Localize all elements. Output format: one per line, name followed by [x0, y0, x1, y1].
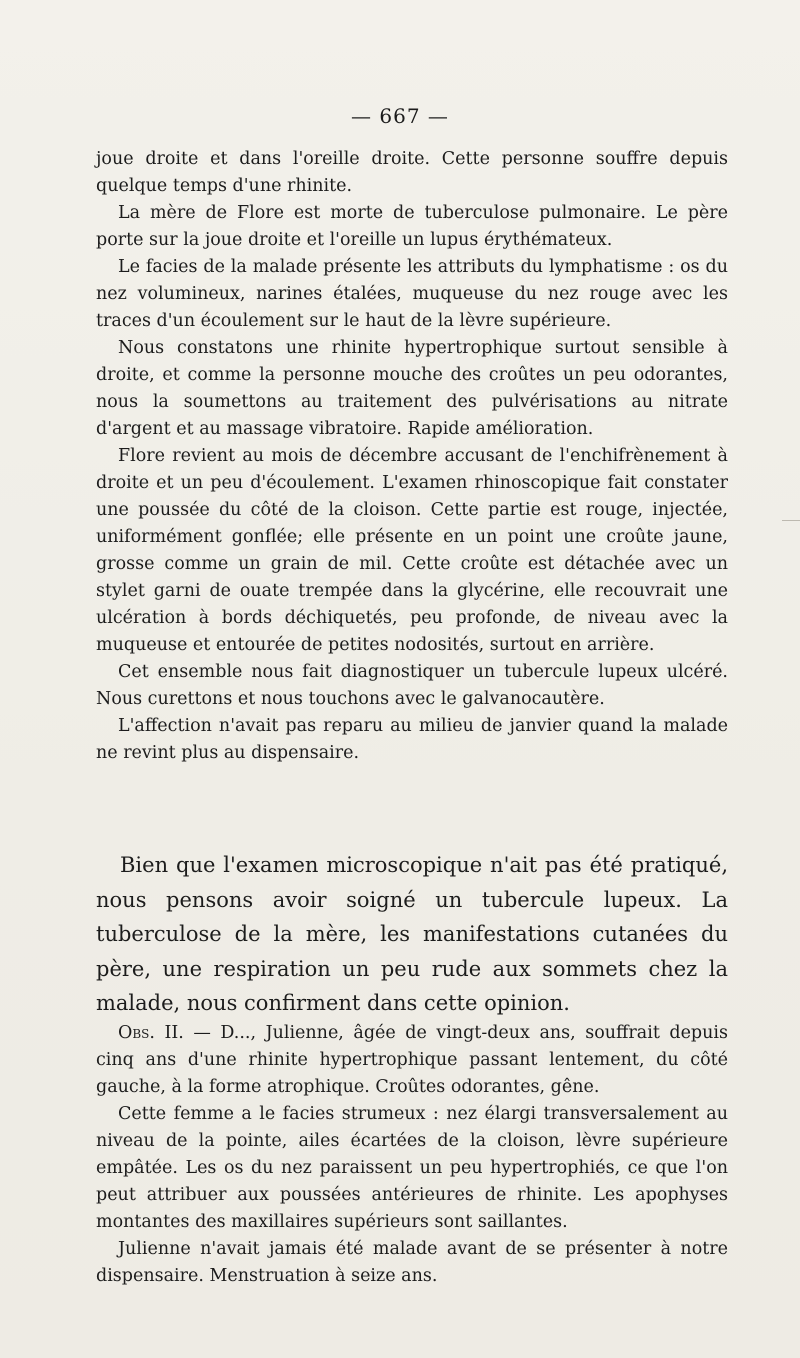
observation-heading: Obs. II.	[118, 1023, 184, 1043]
paragraph: joue droite et dans l'oreille droite. Cette personne souffre depuis quelque temps d'une rhinite.	[96, 149, 728, 196]
text-block-top	[96, 146, 728, 767]
paragraph: Flore revient au mois de décembre accusant de l'enchifrènement à droite et un peu d'écoulement. L'examen rhinoscopique fait constater une poussée du côté de la cloison. Cette partie est rouge, injectée, uniformément gonflée; elle présente en un point une croûte jaune, grosse comme un grain de mil. Cette croûte est détachée avec un stylet garni de ouate trempée dans la glycérine, elle recouvrait une ulcération à bords déchiquetés, peu profonde, de niveau avec la muqueuse et entourée de petites nodosités, surtout en arrière.	[96, 446, 728, 655]
text-block-bottom	[96, 1020, 728, 1290]
observation-paragraph	[96, 1020, 728, 1101]
paragraph: Le facies de la malade présente les attributs du lymphatisme : os du nez volumineux, narines étalées, muqueuse du nez rouge avec les traces d'un écoulement sur le haut de la lèvre supérieure.	[96, 257, 728, 331]
paragraph: Julienne n'avait jamais été malade avant de se présenter à notre dispensaire. Menstruation à seize ans.	[96, 1239, 728, 1286]
paragraph: L'affection n'avait pas reparu au milieu de janvier quand la malade ne revint plus au dispensaire.	[96, 716, 728, 763]
paragraph: Nous constatons une rhinite hypertrophique surtout sensible à droite, et comme la personne mouche des croûtes un peu odorantes, nous la soumettons au traitement des pulvérisations au nitrate d'argent et au massage vibratoire. Rapide amélioration.	[96, 338, 728, 439]
page-edge-mark	[782, 520, 800, 581]
page-number: — 667 —	[351, 104, 449, 128]
text-block-large	[96, 848, 728, 1021]
paragraph: La mère de Flore est morte de tuberculose pulmonaire. Le père porte sur la joue droite et l'oreille un lupus érythémateux.	[96, 203, 728, 250]
paragraph-large: Bien que l'examen microscopique n'ait pas été pratiqué, nous pensons avoir soigné un tubercule lupeux. La tuberculose de la mère, les manifestations cutanées du père, une respiration un peu rude aux sommets chez la malade, nous confirment dans cette opinion.	[96, 853, 728, 1015]
observation-text: — D..., Julienne, âgée de vingt-deux ans, souffrait depuis cinq ans d'une rhinite hypertrophique passant lentement, du côté gauche, à la forme atrophique. Croûtes odorantes, gêne.	[96, 1023, 728, 1097]
paragraph: Cet ensemble nous fait diagnostiquer un tubercule lupeux ulcéré. Nous curettons et nous touchons avec le galvanocautère.	[96, 662, 728, 709]
paragraph: Cette femme a le facies strumeux : nez élargi transversalement au niveau de la pointe, ailes écartées de la cloison, lèvre supérieure empâtée. Les os du nez paraissent un peu hypertrophiés, ce que l'on peut attribuer aux poussées antérieures de rhinite. Les apophyses montantes des maxillaires supérieurs sont saillantes.	[96, 1104, 728, 1232]
